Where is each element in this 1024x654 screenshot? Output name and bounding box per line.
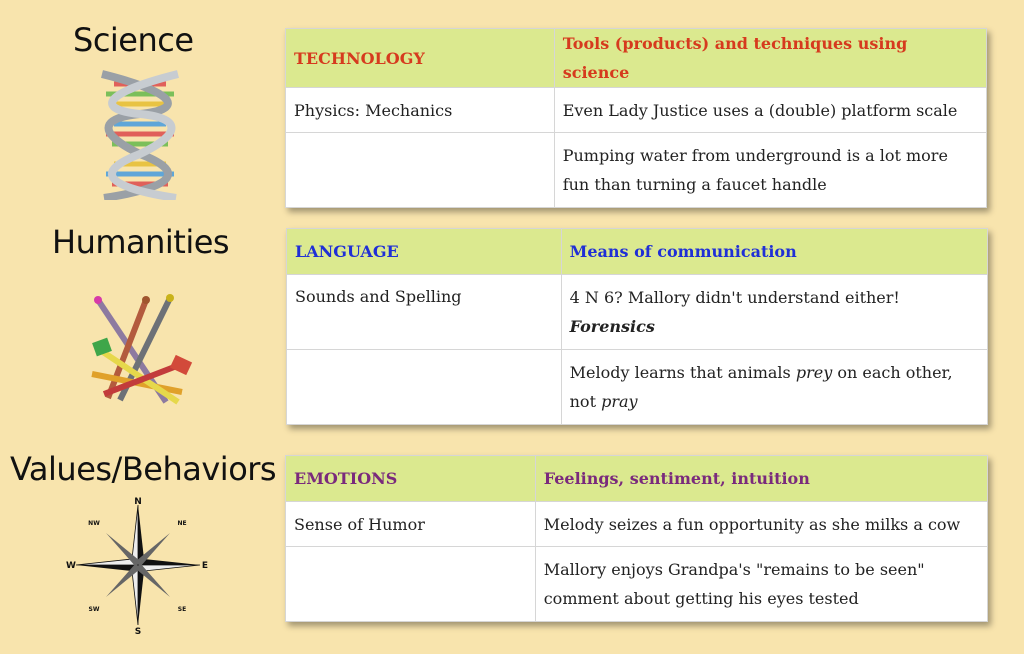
table-header-row: [286, 456, 988, 502]
header-description: Tools (products) and techniques using science: [554, 29, 986, 88]
row-topic: Sense of Humor: [286, 502, 536, 547]
compass-se: SE: [177, 606, 187, 613]
technology-table: [285, 28, 987, 208]
row-topic: [286, 133, 555, 208]
compass-sw: SW: [88, 606, 100, 613]
compass-rose-icon: [66, 495, 210, 635]
paintbrushes-icon: [86, 294, 196, 406]
header-category: LANGUAGE: [287, 229, 562, 275]
row-story-link[interactable]: [561, 350, 987, 425]
language-table: [286, 228, 988, 425]
compass-ne: NE: [177, 520, 187, 527]
row-topic: Sounds and Spelling: [287, 275, 562, 350]
compass-nw: NW: [88, 520, 100, 527]
table-row: [287, 350, 988, 425]
emotions-table: [285, 455, 988, 622]
row-story-cell: [561, 275, 987, 350]
story-em-pray: pray: [601, 392, 638, 411]
section-label-humanities: Humanities: [52, 223, 230, 261]
compass-n: N: [134, 497, 142, 507]
header-description: Means of communication: [561, 229, 987, 275]
story-text-b: on each other, not: [569, 363, 953, 411]
table-row: [286, 133, 987, 208]
table-row: [286, 502, 988, 547]
header-category: EMOTIONS: [286, 456, 536, 502]
row-topic: [287, 350, 562, 425]
header-description: Feelings, sentiment, intuition: [535, 456, 987, 502]
row-story-link[interactable]: Even Lady Justice uses a (double) platform scale: [554, 88, 986, 133]
table-row: [287, 275, 988, 350]
header-category: TECHNOLOGY: [286, 29, 555, 88]
table-header-row: [286, 29, 987, 88]
row-story-link[interactable]: Mallory enjoys Grandpa's "remains to be seen" comment about getting his eyes tested: [535, 547, 987, 622]
row-story-link[interactable]: Melody seizes a fun opportunity as she milks a cow: [535, 502, 987, 547]
row-story-link[interactable]: Pumping water from underground is a lot more fun than turning a faucet handle: [554, 133, 986, 208]
row-topic: [286, 547, 536, 622]
table-row: [286, 88, 987, 133]
section-label-science: Science: [73, 21, 194, 59]
dna-helix-icon: [92, 70, 188, 200]
compass-e: E: [201, 561, 209, 571]
row-topic: Physics: Mechanics: [286, 88, 555, 133]
story-text-a: Melody learns that animals: [569, 363, 796, 382]
row-story-link[interactable]: 4 N 6? Mallory didn't understand either!: [569, 288, 900, 307]
table-header-row: [287, 229, 988, 275]
story-em-prey: prey: [795, 363, 833, 382]
compass-s: S: [134, 627, 142, 635]
section-label-values: Values/Behaviors: [10, 450, 277, 488]
table-row: [286, 547, 988, 622]
compass-w: W: [66, 561, 76, 571]
row-story-tag: Forensics: [569, 317, 655, 336]
